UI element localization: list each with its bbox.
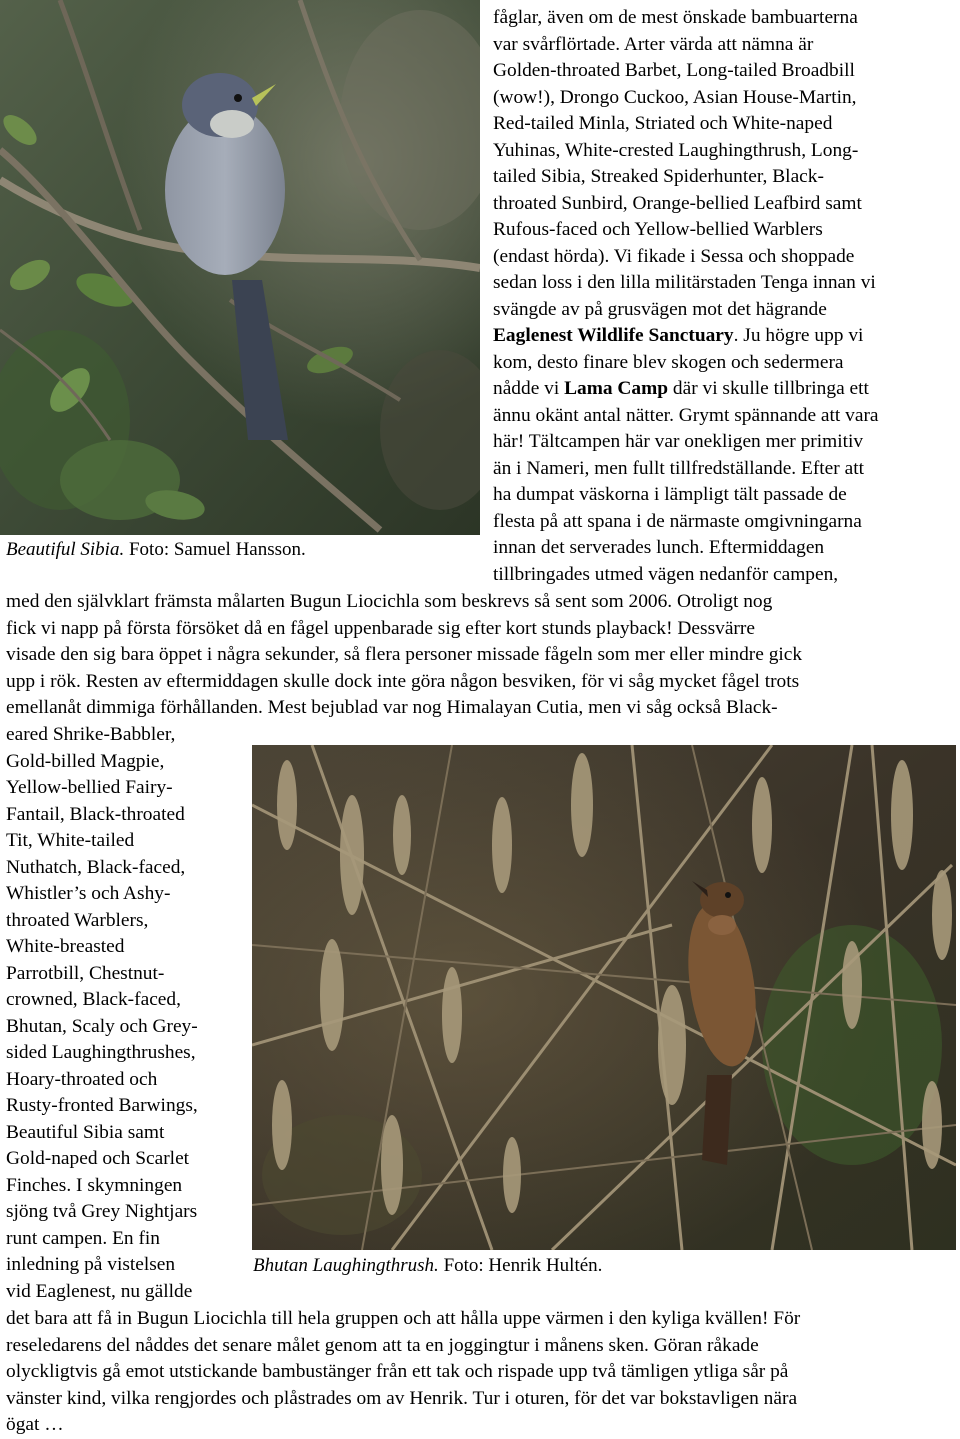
text-line: Fantail, Black-throated (6, 803, 185, 825)
text-line: eared Shrike-Babbler, (6, 724, 176, 745)
text-line: throated Warblers, (6, 909, 149, 931)
text-line: (endast hörda). Vi fikade i Sessa och shoppade (493, 245, 855, 267)
text-line: här! Tältcampen här var onekligen mer primitiv (493, 431, 864, 452)
text-line: Whistler’s och Ashy- (6, 883, 171, 904)
text-fragment: . Ju högre upp vi (733, 325, 864, 346)
text-line: Gold-billed Magpie, (6, 750, 165, 772)
text-line: flesta på att spana i de närmaste omgivningarna (493, 510, 862, 532)
text-line: sjöng två Grey Nightjars (6, 1201, 198, 1222)
laughingthrush-photo-caption (253, 1253, 602, 1280)
text-line: ännu okänt antal nätter. Grymt spännande att vara (493, 404, 879, 426)
text-line: vänster kind, vilka rengjordes och plåstrades om av Henrik. Tur i oturen, för det var bokstavligen nära (6, 1387, 798, 1409)
text-line: crowned, Black-faced, (6, 989, 181, 1010)
text-line: Gold-naped och Scarlet (6, 1148, 190, 1169)
text-line: White-breasted (6, 936, 125, 957)
text-line: var svårflörtade. Arter värda att nämna är (493, 33, 814, 55)
text-line: tillbringades utmed vägen nedanför campen, (493, 563, 839, 585)
text-line: Bhutan, Scaly och Grey- (6, 1015, 198, 1037)
text-line: fåglar, även om de mest önskade bambuarterna (493, 7, 858, 28)
text-line: fick vi napp på första försöket då en fågel uppenbarade sig efter kort stunds playback! Dessvärre (6, 617, 755, 639)
text-line: Yellow-bellied Fairy- (6, 777, 173, 798)
caption-credit: Foto: Samuel Hansson. (124, 539, 306, 560)
text-line: Parrotbill, Chestnut- (6, 962, 165, 984)
text-line: Yuhinas, White-crested Laughingthrush, Long- (493, 139, 859, 161)
text-line: Red-tailed Minla, Striated och White-naped (493, 113, 833, 134)
text-line: reseledarens del nåddes det senare målet genom att ta en joggingtur i månens sken. Göran råkade (6, 1334, 759, 1356)
right-column-text (493, 5, 958, 588)
text-line: kom, desto finare blev skogen och sedermera (493, 351, 844, 373)
text-line: visade den sig bara öppet i några sekunder, så flera personer missade fågeln som mer eller mindre gick (6, 644, 803, 665)
caption-species: Beautiful Sibia. (6, 539, 125, 560)
text-line: runt campen. En fin (6, 1227, 160, 1249)
text-line: Rusty-fronted Barwings, (6, 1095, 198, 1116)
text-line: vid Eaglenest, nu gällde (6, 1280, 193, 1302)
text-line: Hoary-throated och (6, 1068, 158, 1090)
text-fragment: där vi skulle tillbringa ett (668, 378, 869, 399)
lama-camp-name: Lama Camp (564, 378, 669, 399)
bhutan-laughingthrush-photo (252, 745, 956, 1250)
text-line: Tit, White-tailed (6, 830, 135, 851)
text-fragment: nådde vi (493, 378, 565, 399)
text-line: Rufous-faced och Yellow-bellied Warblers (493, 219, 823, 240)
text-line: tailed Sibia, Streaked Spiderhunter, Black- (493, 166, 824, 187)
text-line: Finches. I skymningen (6, 1174, 183, 1196)
text-line (493, 376, 958, 403)
text-line: Nuthatch, Black-faced, (6, 856, 186, 878)
text-line: svängde av på grusvägen mot det hägrande (493, 298, 827, 320)
text-line: ögat … (6, 1414, 64, 1435)
text-line: det bara att få in Bugun Liocichla till hela gruppen och att hålla uppe värmen i den kyliga kvällen! För (6, 1308, 801, 1329)
text-line: upp i rök. Resten av eftermiddagen skulle dock inte göra någon besviken, för vi såg mycket fågel trots (6, 670, 800, 692)
text-line: throated Sunbird, Orange-bellied Leafbird samt (493, 192, 862, 214)
caption-credit: Foto: Henrik Hultén. (438, 1255, 603, 1276)
text-line: sided Laughingthrushes, (6, 1042, 196, 1063)
text-line: sedan loss i den lilla militärstaden Tenga innan vi (493, 272, 876, 293)
text-line: med den självklart främsta målarten Bugun Liocichla som beskrevs så sent som 2006. Otroligt nog (6, 591, 773, 612)
text-line (493, 323, 958, 350)
text-line: olyckligtvis gå emot utstickande bambustänger från ett tak och rispade upp två tämligen ytliga sår på (6, 1361, 789, 1382)
full-width-text (6, 589, 956, 722)
caption-species: Bhutan Laughingthrush. (253, 1255, 439, 1276)
sibia-photo-caption (6, 537, 306, 564)
left-column-text (6, 722, 246, 1305)
bottom-text (6, 1306, 956, 1439)
text-line: än i Nameri, men fullt tillfredställande. Efter att (493, 457, 864, 479)
eaglenest-place-name: Eaglenest Wildlife Sanctuary (493, 325, 734, 346)
beautiful-sibia-photo (0, 0, 480, 535)
text-line: Golden-throated Barbet, Long-tailed Broadbill (493, 60, 855, 81)
text-line: emellanåt dimmiga förhållanden. Mest bejublad var nog Himalayan Cutia, men vi såg också Black- (6, 697, 778, 718)
text-line: ha dumpat väskorna i lämpligt tält passade de (493, 484, 847, 505)
text-line: Beautiful Sibia samt (6, 1121, 165, 1143)
text-line: innan det serverades lunch. Eftermiddagen (493, 537, 825, 558)
text-line: (wow!), Drongo Cuckoo, Asian House-Martin, (493, 86, 857, 108)
text-line: inledning på vistelsen (6, 1254, 176, 1275)
